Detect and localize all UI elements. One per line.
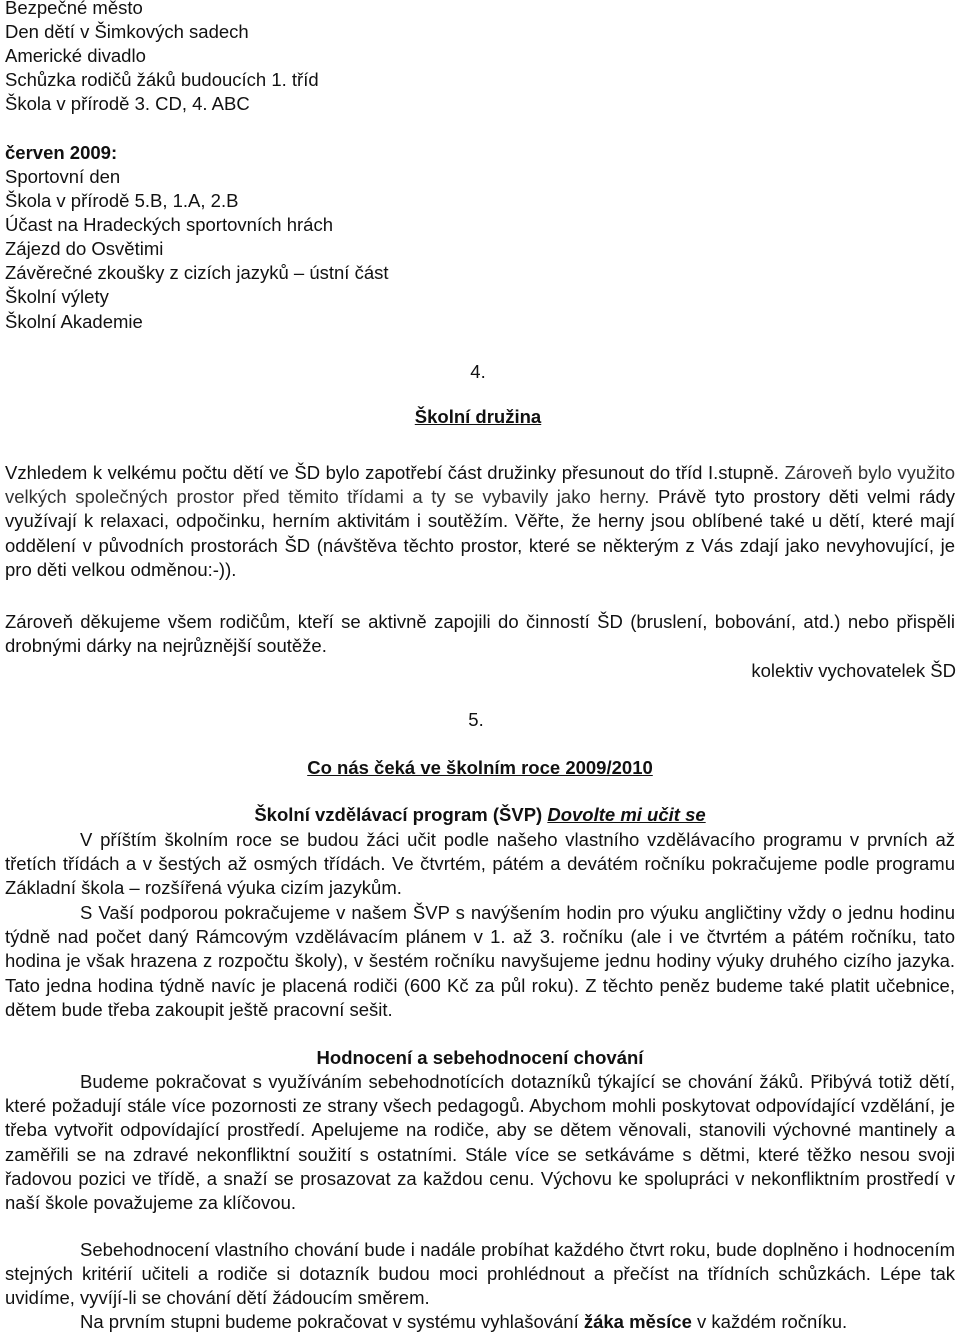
svp-title: Školní vzdělávací program (ŠVP): [254, 804, 543, 825]
behavior-heading: Hodnocení a sebehodnocení chování: [316, 1047, 644, 1068]
section-title: Co nás čeká ve školním roce 2009/2010: [307, 757, 653, 778]
section-title: Školní družina: [414, 406, 542, 427]
event-item: Schůzka rodičů žáků budoucích 1. tříd: [5, 69, 319, 90]
event-item: Sportovní den: [5, 166, 121, 187]
signature: kolektiv vychovatelek ŠD: [751, 660, 956, 681]
event-item: Bezpečné město: [5, 0, 143, 18]
svp-motto: Dovolte mi učit se: [547, 804, 706, 825]
event-item: Škola v přírodě 5.B, 1.A, 2.B: [5, 190, 239, 211]
event-item: Americké divadlo: [5, 45, 146, 66]
highlight: žáka měsíce: [583, 1311, 692, 1332]
event-item: Zájezd do Osvětimi: [5, 238, 164, 259]
paragraph: Budeme pokračovat s využíváním sebehodnotících dotazníků týkající se chování žáků. Přibývá totiž dětí, které požadují stále více pozornosti ze strany všech pedagogů. Abychom mohli poskytovat odpovídající vzdělání, je třeba vytvořit odpovídající prostředí. Apelujeme na rodiče, aby se dětem věnovali, stanovili výchovné mantinely a zaměřili se na zdravé nekonfliktní soužití s ostatními. Stále více se setkáváme s dětmi, které těžko nesou svoji řadovou pozici ve třídě, a snaží se prosazovat za každou cenu. Výchovu ke spolupráci v nekonfliktním prostředí v naší škole považujeme za klíčovou.: [5, 1071, 955, 1214]
event-item: Škola v přírodě 3. CD, 4. ABC: [5, 93, 250, 114]
event-item: Školní Akademie: [5, 311, 143, 332]
event-item: Účast na Hradeckých sportovních hrách: [5, 214, 334, 235]
paragraph: V příštím školním roce se budou žáci učit podle našeho vlastního vzdělávacího programu v prvních až třetích třídách a v šestých až osmých třídách. Ve čtvrtém, pátém a devátém ročníku pokračujeme podle programu Základní škola – rozšířená výuka cizím jazykům.: [5, 829, 955, 899]
event-item: Závěrečné zkoušky z cizích jazyků – ústní část: [5, 262, 389, 283]
section-number: 5.: [468, 709, 484, 730]
month-heading: červen 2009:: [5, 142, 118, 163]
paragraph: Na prvním stupni budeme pokračovat v systému vyhlašování žáka měsíce v každém ročníku.: [80, 1311, 848, 1332]
paragraph: S Vaší podporou pokračujeme v našem ŠVP s navýšením hodin pro výuku angličtiny vždy o jednu hodinu týdně nad počet daný Rámcovým vzdělávacím plánem v 1. až 3. ročníku (ale i ve čtvrtém a pátém ročníku, tato hodina je však hrazena z rozpočtu školy), v šestém ročníku navyšujeme jednu hodiny výuky druhého cizího jazyka. Tato jedna hodina týdně navíc je placená rodiči (600 Kč za půl roku). Z těchto peněz budeme také platit učebnice, dětem bude třeba zakoupit ještě pracovní sešit.: [5, 902, 955, 1020]
paragraph: Zároveň děkujeme všem rodičům, kteří se aktivně zapojili do činností ŠD (bruslení, bobování, atd.) nebo přispěli drobnými dárky na nejrůznější soutěže.: [5, 611, 955, 657]
event-item: Školní výlety: [5, 286, 109, 307]
paragraph: Vzhledem k velkému počtu dětí ve ŠD bylo zapotřebí část družinky přesunout do tříd I.stupně. Zároveň bylo využito velkých společných prostor před těmito třídami a ty se vybavily jako herny. Právě tyto prostory děti velmi rády využívají k relaxaci, odpočinku, herním aktivitám i soutěžím. Věřte, že herny jsou oblíbené také u dětí, které mají oddělení v původních prostorách ŠD (návštěva těchto prostor, které se některým z Vás zdají jako nevyhovující, je pro děti velkou odměnou:-)).: [5, 462, 955, 580]
section-number: 4.: [470, 361, 486, 382]
svp-heading: [0, 803, 960, 827]
paragraph: Sebehodnocení vlastního chování bude i nadále probíhat každého čtvrt roku, bude doplněno i hodnocením stejných kritérií učiteli a rodiče si dotazník budou moci prohlédnout a přečíst na třídních schůzkách. Lépe tak uvidíme, vyvíjí-li se chování dětí žádoucím směrem.: [5, 1239, 955, 1309]
event-item: Den dětí v Šimkových sadech: [5, 21, 249, 42]
